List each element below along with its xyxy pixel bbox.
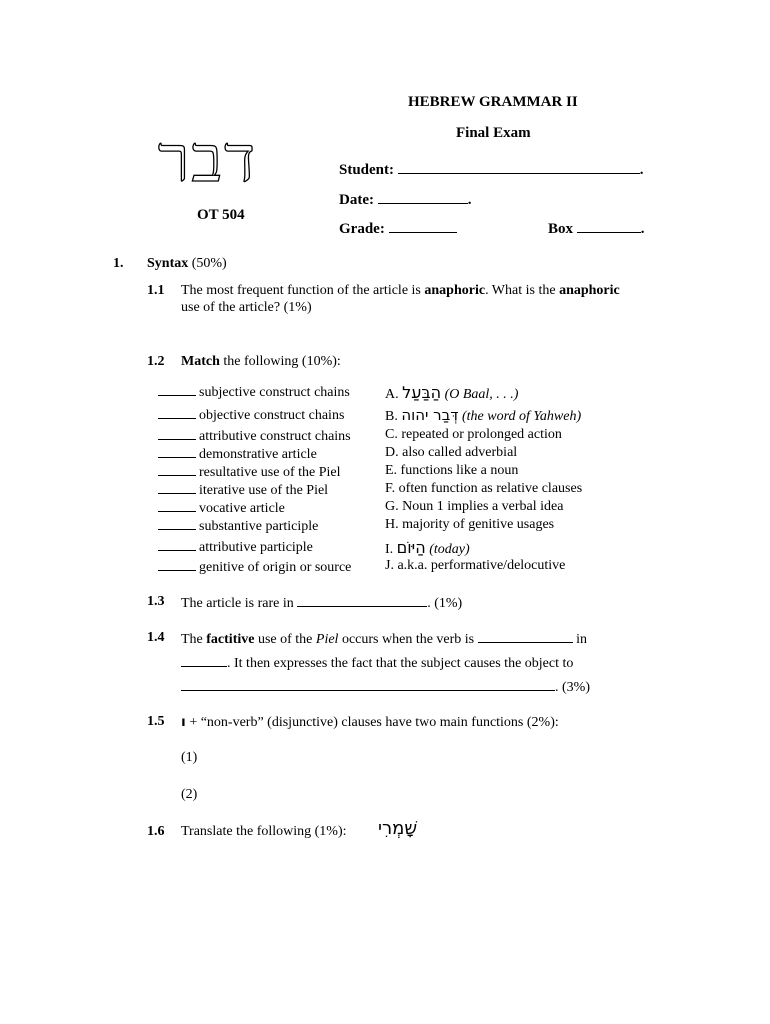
- option-label: B.: [385, 409, 398, 424]
- match-row: [158, 558, 628, 578]
- option-hebrew: דְּבַר יהוה: [401, 406, 459, 424]
- q1-4-number: 1.4: [147, 630, 165, 645]
- q1-2-number: 1.2: [147, 354, 165, 369]
- q1-1-line2: use of the article? (1%): [181, 300, 312, 315]
- section-number: 1.: [113, 256, 124, 271]
- match-left-label: demonstrative article: [199, 447, 317, 462]
- match-left-label: resultative use of the Piel: [199, 465, 341, 480]
- match-row: [158, 517, 628, 537]
- match-left-item: [158, 445, 317, 463]
- q1-4-line1: [181, 630, 587, 648]
- grade-label: Grade:: [339, 221, 385, 237]
- q1-1-bold-a: anaphoric: [424, 283, 486, 298]
- q1-2-instruction: [181, 354, 341, 370]
- match-row: [158, 427, 628, 447]
- q1-1-bold-b: anaphoric: [559, 283, 620, 298]
- option-label: A.: [385, 387, 399, 402]
- q1-5-number: 1.5: [147, 714, 165, 729]
- student-blank[interactable]: [398, 161, 640, 174]
- match-blank[interactable]: [158, 558, 196, 571]
- q1-3-text: [181, 594, 462, 612]
- q1-4-italic: Piel: [315, 632, 339, 647]
- q1-4-text-e: . It then expresses the fact that the subject causes the object to: [227, 656, 574, 671]
- q1-4-blank-2[interactable]: [181, 654, 227, 667]
- option-label: I.: [385, 542, 394, 557]
- match-blank[interactable]: [158, 517, 196, 530]
- option-hebrew: הַבַּעַל: [402, 383, 442, 402]
- q1-5-text-main: + “non-verb” (disjunctive) clauses have two main functions (2%):: [189, 715, 559, 730]
- date-blank[interactable]: [378, 191, 468, 204]
- match-row: [158, 538, 628, 558]
- match-option-j: J. a.k.a. performative/delocutive: [385, 558, 566, 573]
- match-left-item: [158, 538, 313, 556]
- match-blank[interactable]: [158, 481, 196, 494]
- hebrew-logo: דבר: [158, 123, 258, 197]
- q1-5-hebrew: ו: [181, 714, 186, 730]
- match-row: [158, 383, 628, 403]
- q1-4-text-c: occurs when the verb is: [338, 632, 475, 647]
- q1-4-text-a: The: [181, 632, 207, 647]
- match-option-c: C. repeated or prolonged action: [385, 427, 562, 442]
- match-blank[interactable]: [158, 538, 196, 551]
- option-gloss: (today): [429, 542, 470, 557]
- match-left-item: [158, 383, 350, 401]
- match-option-f: F. often function as relative clauses: [385, 481, 583, 496]
- q1-5-text: [181, 714, 559, 731]
- match-row: [158, 499, 628, 519]
- q1-6-text: Translate the following (1%):: [181, 824, 347, 839]
- match-left-label: attributive construct chains: [199, 429, 351, 444]
- student-field: Student: .: [339, 162, 644, 178]
- q1-5-item-1: (1): [181, 750, 198, 765]
- match-option-i: [385, 538, 470, 558]
- match-left-item: [158, 427, 351, 445]
- q1-3-blank[interactable]: [297, 594, 427, 607]
- section-title: Syntax: [147, 256, 189, 271]
- match-left-label: genitive of origin or source: [199, 560, 352, 575]
- match-left-item: [158, 481, 328, 499]
- q1-3-text-b: . (1%): [427, 596, 463, 611]
- q1-4-bold: factitive: [206, 632, 255, 647]
- match-left-label: objective construct chains: [199, 408, 345, 423]
- q1-3-number: 1.3: [147, 594, 165, 609]
- date-label: Date:: [339, 192, 374, 208]
- q1-4-text-f: . (3%): [555, 680, 590, 695]
- q1-4-text-d: in: [576, 632, 588, 647]
- match-row: [158, 445, 628, 465]
- match-option-h: H. majority of genitive usages: [385, 517, 555, 532]
- q1-5-item-2: (2): [181, 787, 198, 802]
- q1-4-blank-3[interactable]: [181, 678, 555, 691]
- match-option-b: [385, 406, 581, 425]
- q1-2-text: the following (10%):: [219, 354, 341, 369]
- q1-1-text: [181, 283, 620, 299]
- match-left-item: [158, 517, 318, 535]
- match-left-item: [158, 463, 341, 481]
- match-blank[interactable]: [158, 383, 196, 396]
- q1-4-text-b: use of the: [254, 632, 316, 647]
- exam-subtitle: Final Exam: [456, 125, 531, 141]
- match-blank[interactable]: [158, 406, 196, 419]
- exam-title: HEBREW GRAMMAR II: [408, 94, 578, 110]
- match-left-label: subjective construct chains: [199, 385, 350, 400]
- match-left-label: attributive participle: [199, 540, 313, 555]
- box-label: Box: [548, 221, 574, 237]
- match-blank[interactable]: [158, 445, 196, 458]
- course-code: OT 504: [197, 207, 245, 223]
- match-option-e: E. functions like a noun: [385, 463, 519, 478]
- match-left-item: [158, 406, 344, 424]
- q1-6-number: 1.6: [147, 824, 165, 839]
- q1-2-bold: Match: [181, 354, 220, 369]
- match-row: [158, 406, 628, 426]
- box-blank[interactable]: [577, 220, 641, 233]
- box-field: Box .: [548, 221, 645, 237]
- match-blank[interactable]: [158, 499, 196, 512]
- date-field: Date: .: [339, 192, 472, 208]
- section-heading: [147, 256, 227, 272]
- q1-4-line2: [181, 654, 573, 672]
- match-option-d: D. also called adverbial: [385, 445, 518, 460]
- q1-4-line3: [181, 678, 590, 696]
- match-row: [158, 463, 628, 483]
- match-left-label: substantive participle: [199, 519, 319, 534]
- q1-1-number: 1.1: [147, 283, 165, 298]
- grade-blank[interactable]: [389, 220, 457, 233]
- match-left-item: [158, 558, 351, 576]
- q1-4-blank-1[interactable]: [478, 630, 573, 643]
- match-left-label: iterative use of the Piel: [199, 483, 329, 498]
- match-left-label: vocative article: [199, 501, 285, 516]
- student-label: Student:: [339, 162, 395, 178]
- q1-1-text-a: The most frequent function of the article is: [181, 283, 425, 298]
- section-weight: (50%): [191, 256, 227, 271]
- q1-3-text-a: The article is rare in: [181, 596, 294, 611]
- match-row: [158, 481, 628, 501]
- match-option-a: [385, 383, 518, 403]
- match-option-g: G. Noun 1 implies a verbal idea: [385, 499, 564, 514]
- option-hebrew: הַיּוֹם: [396, 538, 426, 557]
- grade-field: [339, 220, 457, 238]
- option-gloss: (the word of Yahweh): [461, 409, 582, 424]
- q1-6-hebrew: שָׁמְרִי: [378, 818, 418, 839]
- match-blank[interactable]: [158, 427, 196, 440]
- option-gloss: (O Baal, . . .): [444, 387, 519, 402]
- match-blank[interactable]: [158, 463, 196, 476]
- match-left-item: [158, 499, 285, 517]
- q1-1-text-b: . What is the: [485, 283, 560, 298]
